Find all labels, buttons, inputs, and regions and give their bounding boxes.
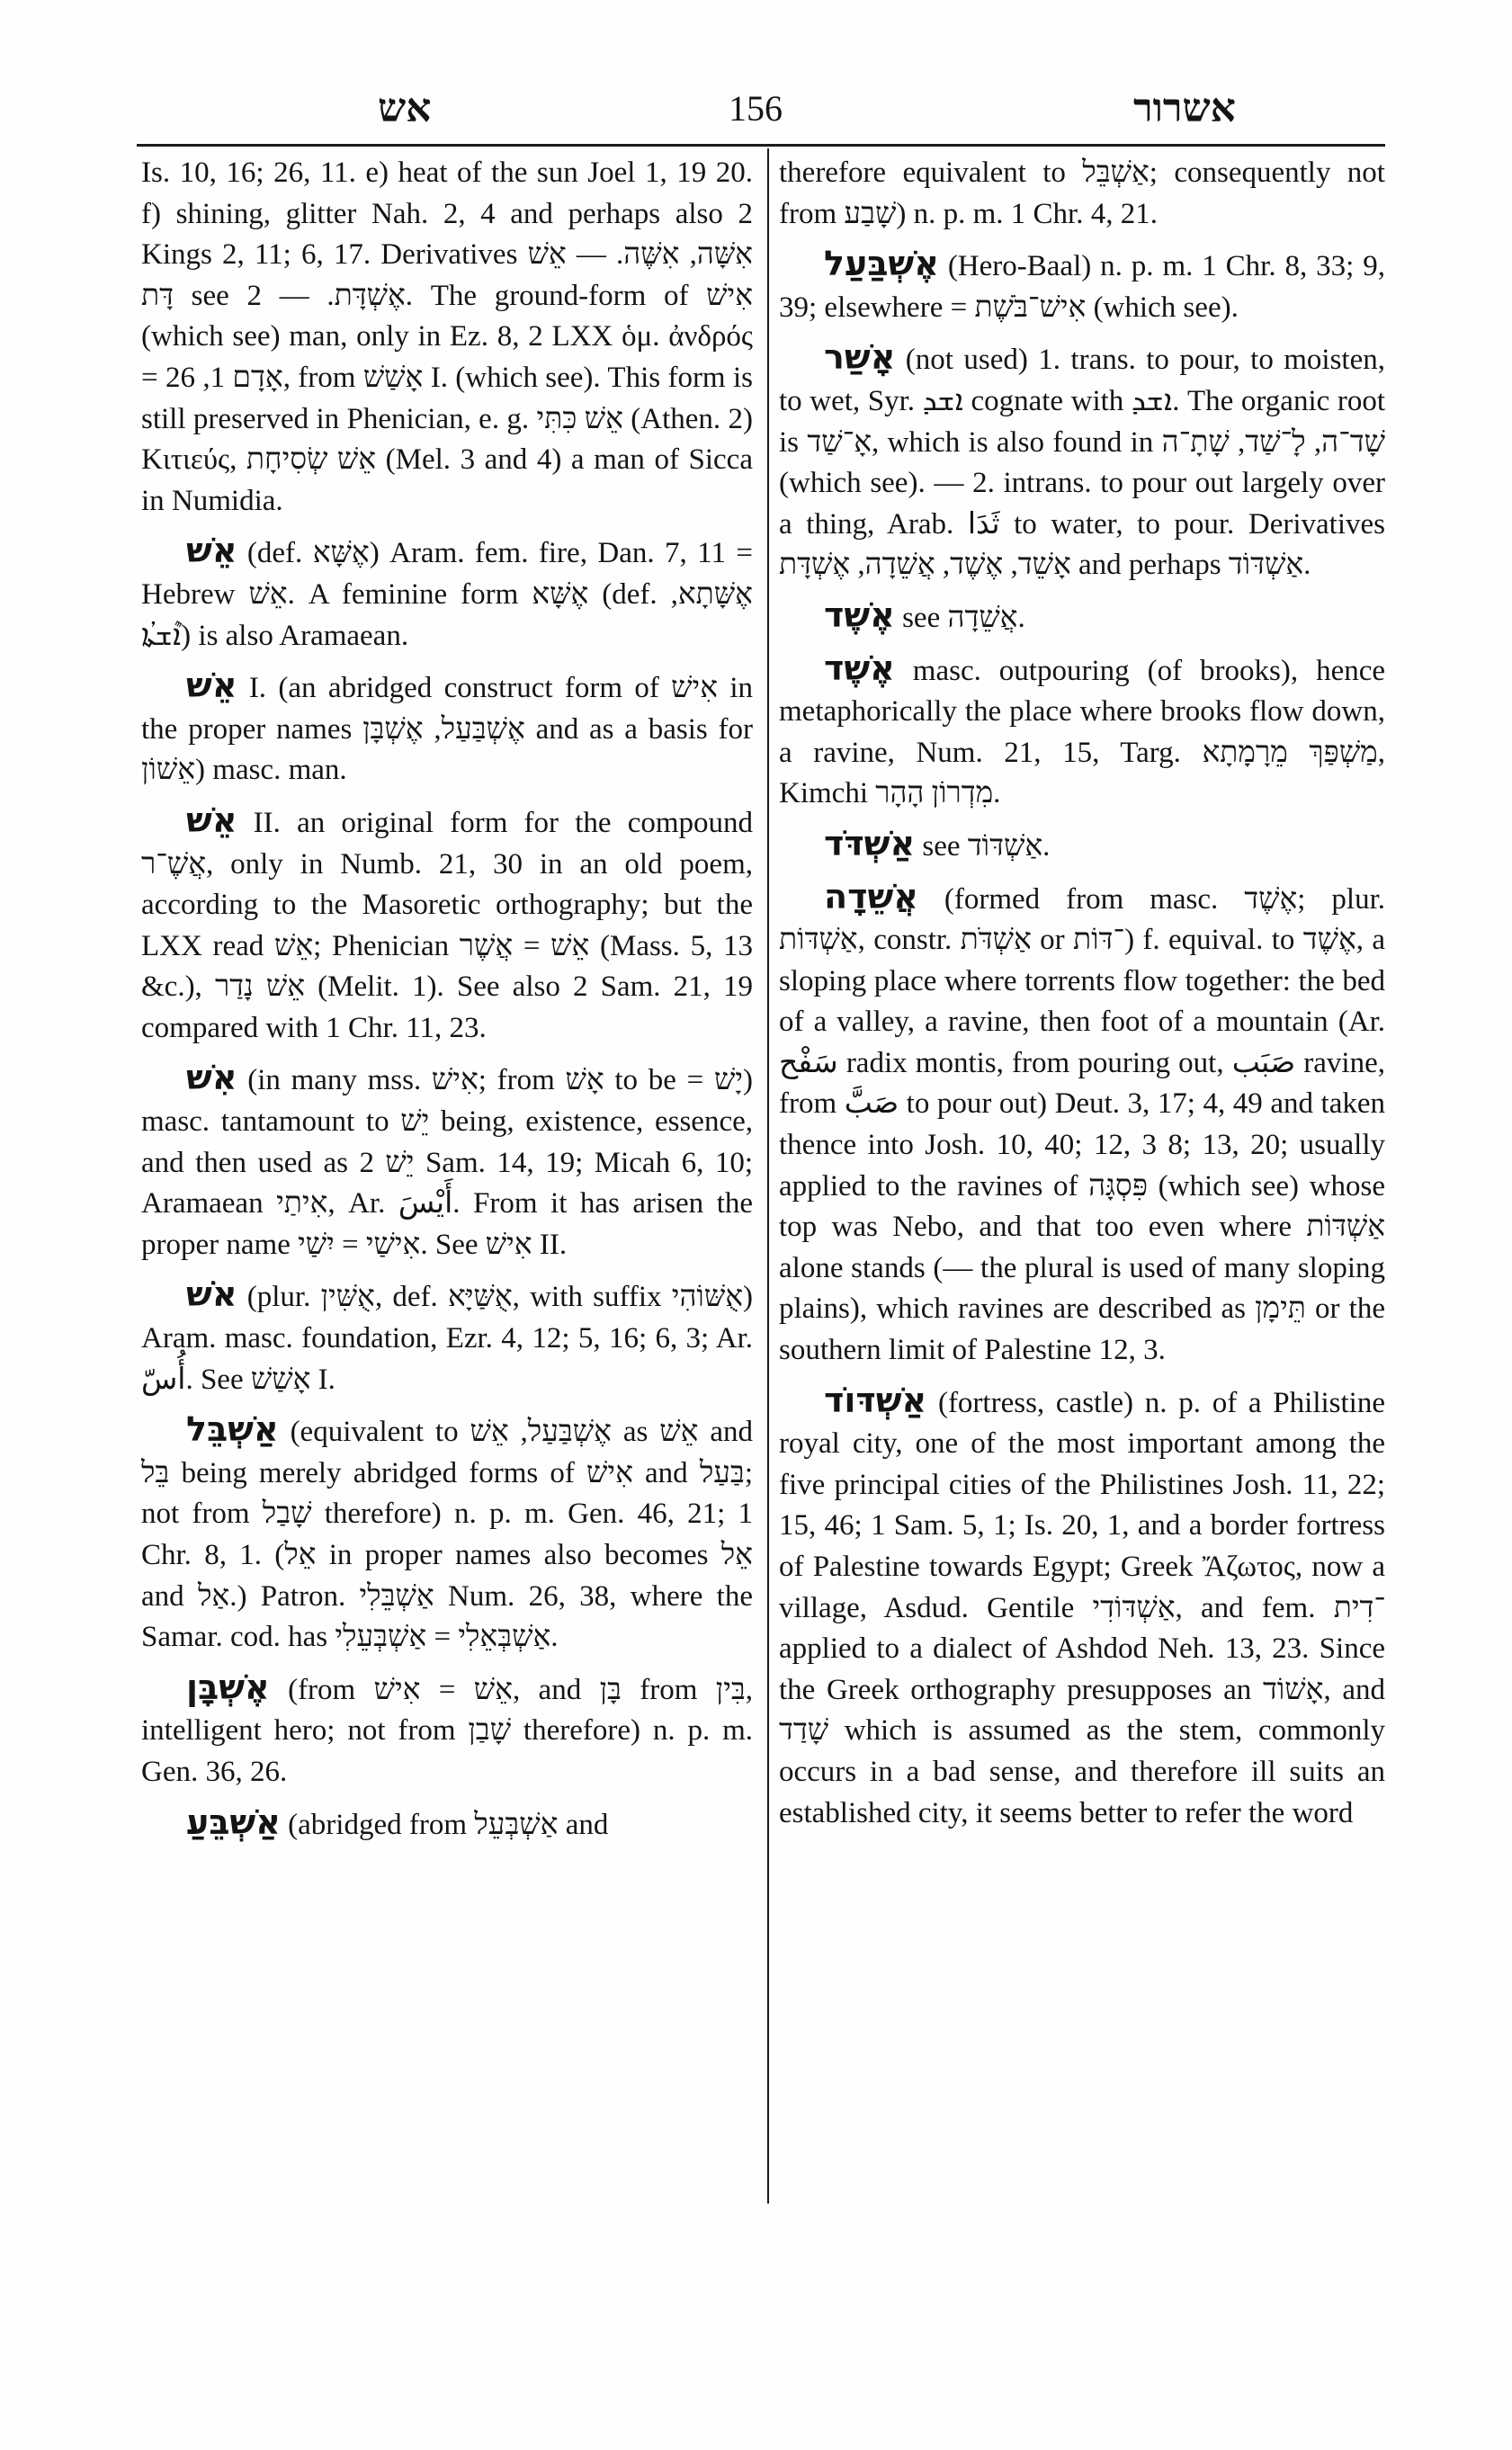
entry-text: (in many mss. אִישׁ; from אָשׁ to be = יָשׁ) masc. tantamount to יֵשׁ being, existence, essence, and then used as יֵשׁ 2 Sam. 14, 19; Micah 6, 10; Aramaean אִיתַי, Ar. أَيْسَ. From it has arisen the proper name אִישַׁי = יִשַׁי. See אִישׁ II. [141, 1064, 754, 1261]
dictionary-entry [779, 824, 1385, 868]
header-rule [137, 144, 1385, 147]
entry-text: (abridged from אַשְׁבְּעֵל and [288, 1808, 609, 1841]
entry-continuation [779, 153, 1385, 235]
right-column [779, 153, 1385, 1834]
headword: אֹשׁ [186, 1274, 237, 1315]
entry-text: II. an original form for the compound אֲשֶׁ־ר, only in Numb. 21, 30 in an old poem, according to the Masoretic orthography; but the LXX read אֵשׁ; Phenician אֵשׁ = אֲשֶׁר (Mass. 5, 13 &c.), אֵשׁ נָדַר (Melit. 1). See also 2 Sam. 21, 19 compared with 1 Chr. 11, 23. [141, 806, 754, 1044]
entry-text: see אֲשֵׁדָה. [902, 601, 1025, 634]
headword: אָשַׁר [824, 337, 896, 378]
dictionary-entry [141, 1274, 753, 1400]
headword: אֶשֶׁד [824, 648, 895, 688]
entry-text: see אַשְׁדּוֹד. [922, 829, 1051, 863]
headword: אֵשׁ [186, 666, 237, 706]
headword: אֶשְׁבָּן [186, 1667, 270, 1707]
entry-text: (plur. אֻשִּׁין, def. אֻשַּׁיָּא, with suffix אֻשּׁוֹהִי) Aram. masc. foundation, Ezr. 4, 12; 5, 16; 6, 3; Ar. أُسّ. See אָשַׁשׁ I. [141, 1281, 754, 1396]
entry-text: Is. 10, 16; 26, 11. e) heat of the sun Joel 1, 19 20. f) shining, glitter Nah. 2, 4 and perhaps also 2 Kings 2, 11; 6, 17. Derivatives אִשָּׁה, אִשֶּׁה. — אֵשׁ דָּת see אֶשְׁדָּת. — 2. The ground-form of אִישׁ (which see) man, only in Ez. 8, 2 LXX ὁμ. ἀνδρός = אָדָם 1, 26, from אָשַׁשׁ I. (which see). This form is still preserved in Phenician, e. g. אֵשׁ כִּתִּי (Athen. 2) Κιτιεύς, אֵשׁ שְׂסִיחָת (Mel. 3 and 4) a man of Sicca in Numidia. [141, 156, 753, 517]
headword: אַשְׁדֹּד [824, 823, 916, 863]
entry-continuation [141, 153, 753, 522]
entry-text: (fortress, castle) n. p. of a Philistine royal city, one of the most important among the five principal cities of the Philistines Josh. 11, 22; 15, 46; 1 Sam. 5, 1; Is. 20, 1, and a border fortress of Palestine towards Egypt; Greek Ἄζωτος, now a village, Asdud. Gentile אַשְׁדּוֹדִי, and fem. ־דִית applied to a dialect of Ashdod Neh. 13, 23. Since the Greek orthography presupposes an אָשׁוֹד, and שָׁדַד which is assumed as the stem, commonly occurs in a bad sense, and therefore ill suits an established city, it seems better to refer the word [779, 1386, 1385, 1829]
entry-text: (equivalent to אֶשְׁבַּעַל, אֵשׁ as אֵשׁ and בֵּל being merely abridged forms of אִישׁ and בַּעַל; not from שָׁבַל therefore) n. p. m. Gen. 46, 21; 1 Chr. 8, 1. (אֵל in proper names also becomes אֵל and אַל.) Patron. אַשְׁבֵּלִי Num. 26, 38, where the Samar. cod. has אַשְׁבְּאֵלִי = אַשְׁבְּעֵלִי. [141, 1416, 753, 1654]
entry-text: I. (an abridged construct form of אִישׁ in the proper names אֶשְׁבַּעַל, אֶשְׁבָּן and as a basis for אֵשׁוֹן) masc. man. [141, 672, 753, 787]
headword: אֶשֶׁד [824, 595, 895, 635]
dictionary-entry [141, 800, 753, 1050]
headword: אַשְׁדּוֹד [824, 1380, 927, 1420]
headword: אֶשְׁבַּעַל [824, 244, 939, 284]
headword: אֲשֵׁדָה [824, 876, 918, 917]
left-column [141, 153, 753, 1846]
headword: אַשְׁבֵּעַ [186, 1802, 281, 1842]
dictionary-entry [779, 1381, 1385, 1835]
headword: אֵשׁ [186, 531, 237, 571]
column-divider [767, 148, 769, 2204]
dictionary-entry [779, 244, 1385, 328]
dictionary-entry [141, 666, 753, 791]
entry-text: masc. outpouring (of brooks), hence metaphorically the place where brooks flow down, a ravine, Num. 21, 15, Targ. מַשְׁפַּךְ מֵרָמָתָא, Kimchi מִדְרוֹן הָהָר. [779, 654, 1386, 810]
entry-text: (from אֵשׁ = אִישׁ, and בָּן from בִּין, intelligent hero; not from שָׁבַן therefore) n. p. m. Gen. 36, 26. [141, 1673, 754, 1788]
dictionary-entry [141, 1058, 753, 1265]
entry-text: (formed from masc. אֶשֶׁד; plur. אַשְׁדּוֹת, constr. אַשְׁדֹּת or ־דּוֹת) f. equival. to אֶשֶׁד, a sloping place where torrents flow together: the bed of a valley, a ravine, then foot of a mountain (Ar. سَفْح radix montis, from pouring out, صَبَب ravine, from صَبَّ to pour out) Deut. 3, 17; 4, 49 and taken thence into Josh. 10, 40; 12, 3 8; 13, 20; usually applied to the ravines of פִּסְגָּה (which see) whose top was Nebo, and that too even where אַשְׁדּוֹת alone stands (— the plural is used of many sloping plains), which ravines are described as תֵּימָן or the southern limit of Palestine 12, 3. [779, 882, 1386, 1367]
headword: אִשׁ [186, 1058, 237, 1098]
page-header [135, 85, 1385, 139]
dictionary-entry [141, 1409, 753, 1659]
page-number: 156 [729, 88, 783, 129]
headword: אֵשׁ [186, 800, 237, 840]
headword: אַשְׁבֵּל [186, 1409, 279, 1450]
entry-text: (Hero-Baal) n. p. m. 1 Chr. 8, 33; 9, 39; elsewhere = אִישׁ־בֹּשֶׁת (which see). [779, 250, 1385, 324]
entry-text: therefore equivalent to אַשְׁבֵּל; consequently not from שָׁבַע) n. p. m. 1 Chr. 4, 21. [779, 156, 1385, 230]
entry-text: (def. אֶשָּׁא) Aram. fem. fire, Dan. 7, 11 = Hebrew אֵשׁ. A feminine form אֶשָּׁא (def. אֶשָּׁתָא, ܐܶܫܬܳܐ) is also Aramaean. [141, 537, 753, 652]
left-running-head: אש [378, 85, 432, 131]
dictionary-entry [779, 877, 1385, 1372]
dictionary-entry [779, 337, 1385, 586]
entry-text: (not used) 1. trans. to pour, to moisten, to wet, Syr. ܐܫܕ cognate with ܐܫܕ. The organic root is אָ־שַׁד, which is also found in שָׁד־ה, לָ־שַׁד, שָׁתָ־ה (which see). — 2. intrans. to pour out largely over a thing, Arab. ثَدَا to water, to pour. Derivatives אָשֵׁד, אֶשֶׁד, אֲשֵׁדָה, אֶשְׁדָּת and perhaps אַשְׁדּוֹד. [779, 344, 1385, 582]
dictionary-entry [141, 1668, 753, 1793]
dictionary-entry [141, 531, 753, 657]
dictionary-entry [141, 1802, 753, 1846]
dictionary-entry [779, 648, 1385, 815]
right-running-head: אשרור [1133, 85, 1236, 131]
dictionary-entry [779, 595, 1385, 639]
